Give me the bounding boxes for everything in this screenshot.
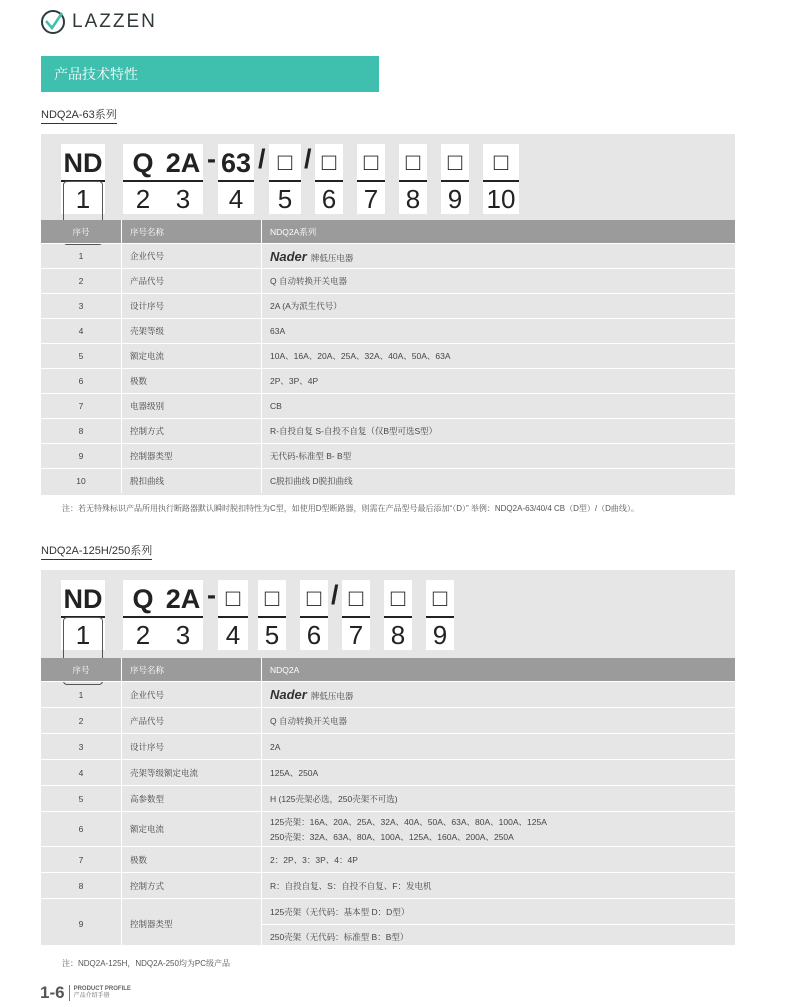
code-part: □ [357,146,385,182]
row-name: 额定电流 [122,344,262,369]
column-header: 序号名称 [122,220,262,244]
code-part: □ [426,582,454,618]
table-row [41,734,735,760]
code-part: □ [384,582,412,618]
table-row [41,873,735,899]
brand-name: LAZZEN [72,11,157,32]
row-value: 2A [262,734,736,760]
row-number: 2 [41,708,122,734]
column-header: NDQ2A [262,658,736,682]
code-part: Q [123,146,163,182]
column-header: NDQ2A系列 [262,220,736,244]
code-separator: / [331,580,339,610]
code-index: 2 [135,184,151,214]
table-row [41,319,735,344]
code-index: 3 [175,620,191,650]
row-number: 8 [41,873,122,899]
row-name: 电器级别 [122,394,262,419]
row-value: R-自投自复 S-自投不自复（仅B型可选S型） [262,419,736,444]
table-row [41,786,735,812]
row-value: 63A [262,319,736,344]
row-number: 4 [41,319,122,344]
code-index: 8 [405,184,421,214]
row-name: 控制器类型 [122,444,262,469]
table-row [41,394,735,419]
table-row [41,760,735,786]
row-name: 企业代号 [122,244,262,269]
page-number: 1-6 [40,983,65,1002]
code-index: 10 [486,184,516,214]
row-number: 1 [41,244,122,269]
code-index: 7 [363,184,379,214]
table-row [41,444,735,469]
code-index: 1 [75,184,91,214]
table-row [41,682,735,708]
code-index: 5 [264,620,280,650]
code-part: Q [123,582,163,618]
row-name: 产品代号 [122,708,262,734]
row-name: 脱扣曲线 [122,469,262,494]
code-separator: / [304,144,312,174]
column-header: 序号名称 [122,658,262,682]
code-part: □ [300,582,328,618]
row-number: 5 [41,344,122,369]
row-name: 产品代号 [122,269,262,294]
row-value: CB [262,394,736,419]
row-name: 极数 [122,369,262,394]
row-number: 4 [41,760,122,786]
series1-note: 注：若无特殊标识产品所用执行断路器默认瞬时脱扣特性为C型，如使用D型断路器，则需在产品型号最后添加“（D）” 举例：NDQ2A-63/40/4 CB（D型）/（D曲线）。 [62,504,639,513]
table-header-row [41,220,735,244]
table-row [41,708,735,734]
table-row [41,419,735,444]
row-name: 壳架等级额定电流 [122,760,262,786]
row-value: 无代码-标准型 B- B型 [262,444,736,469]
row-name: 设计序号 [122,294,262,319]
code-part: □ [269,146,301,182]
series2-panel [41,570,735,945]
column-header: 序号 [41,658,122,682]
code-index: 6 [306,620,322,650]
row-number: 9 [41,899,122,950]
row-value: 125A、250A [262,760,736,786]
column-header: 序号 [41,220,122,244]
row-value: C脱扣曲线 D脱扣曲线 [262,469,736,494]
code-part: 2A [163,582,203,618]
code-index: 8 [390,620,406,650]
code-part: □ [315,146,343,182]
code-separator: - [207,144,216,174]
code-part: 2A [163,146,203,182]
row-value: 2A (A为派生代号） [262,294,736,319]
code-index: 6 [321,184,337,214]
nader-logo: Nader [270,248,307,264]
code-part: □ [399,146,427,182]
code-index: 1 [75,620,91,650]
code-separator: - [207,580,216,610]
page-footer [40,983,131,1003]
row-value: Nader 牌低压电器 [262,244,736,269]
row-name: 企业代号 [122,682,262,708]
row-name: 控制方式 [122,419,262,444]
code-part: □ [218,582,248,618]
code-part: □ [342,582,370,618]
row-number: 5 [41,786,122,812]
table-row [41,344,735,369]
code-part: □ [441,146,469,182]
row-value: 2：2P、3：3P、4：4P [262,847,736,873]
row-value: R：自投自复、S：自投不自复、F：发电机 [262,873,736,899]
table-row [41,812,735,847]
series1-code-diagram [41,134,735,218]
row-number: 7 [41,847,122,873]
code-part: □ [258,582,286,618]
code-part: ND [61,146,105,182]
lazzen-logo-icon [40,9,66,35]
footer-text: PRODUCT PROFILE 产品介绍手册 [73,986,131,999]
code-index: 9 [432,620,448,650]
row-name: 设计序号 [122,734,262,760]
series2-title: NDQ2A-125H/250系列 [41,542,152,560]
brand-logo [40,8,157,36]
code-part: ND [61,582,105,618]
table-row [41,469,735,494]
row-value: Nader 牌低压电器 [262,682,736,708]
code-index: 5 [277,184,293,214]
row-number: 8 [41,419,122,444]
code-separator: / [258,144,266,174]
row-number: 3 [41,294,122,319]
code-index: 9 [447,184,463,214]
table-row [41,269,735,294]
row-name: 控制器类型 [122,899,262,950]
row-value: Q 自动转换开关电器 [262,269,736,294]
row-number: 6 [41,369,122,394]
row-name: 高参数型 [122,786,262,812]
code-part: 63 [218,146,254,182]
code-part: □ [483,146,519,182]
row-value: 125壳架（无代码：基本型 D：D型） 250壳架（无代码：标准型 B：B型） [262,899,736,950]
row-value: Q 自动转换开关电器 [262,708,736,734]
table-row [41,899,735,950]
row-number: 9 [41,444,122,469]
row-name: 壳架等级 [122,319,262,344]
nader-logo: Nader [270,687,307,702]
section-banner: 产品技术特性 [41,56,379,92]
row-number: 6 [41,812,122,847]
row-value: 125壳架：16A、20A、25A、32A、40A、50A、63A、80A、100A、125A 250壳架：32A、63A、80A、100A、125A、160A、200A、250A [262,812,736,847]
code-index: 4 [228,184,244,214]
code-index: 2 [135,620,151,650]
series2-note: 注：NDQ2A-125H，NDQ2A-250均为PC级产品 [62,959,231,968]
row-value: H (125壳架必选，250壳架不可选) [262,786,736,812]
row-name: 极数 [122,847,262,873]
row-name: 控制方式 [122,873,262,899]
series2-spec-table [41,658,735,949]
row-number: 3 [41,734,122,760]
row-name: 额定电流 [122,812,262,847]
row-value: 10A、16A、20A、25A、32A、40A、50A、63A [262,344,736,369]
row-number: 10 [41,469,122,494]
footer-divider [69,985,70,1001]
row-number: 7 [41,394,122,419]
table-row [41,244,735,269]
table-row [41,369,735,394]
row-number: 2 [41,269,122,294]
series2-code-diagram [41,570,735,654]
table-header-row [41,658,735,682]
code-index: 3 [175,184,191,214]
row-value: 2P、3P、4P [262,369,736,394]
code-index: 7 [348,620,364,650]
table-row [41,294,735,319]
series1-spec-table [41,220,735,493]
code-index: 4 [225,620,241,650]
row-number: 1 [41,682,122,708]
table-row [41,847,735,873]
series1-panel [41,134,735,495]
series1-title: NDQ2A-63系列 [41,106,117,124]
